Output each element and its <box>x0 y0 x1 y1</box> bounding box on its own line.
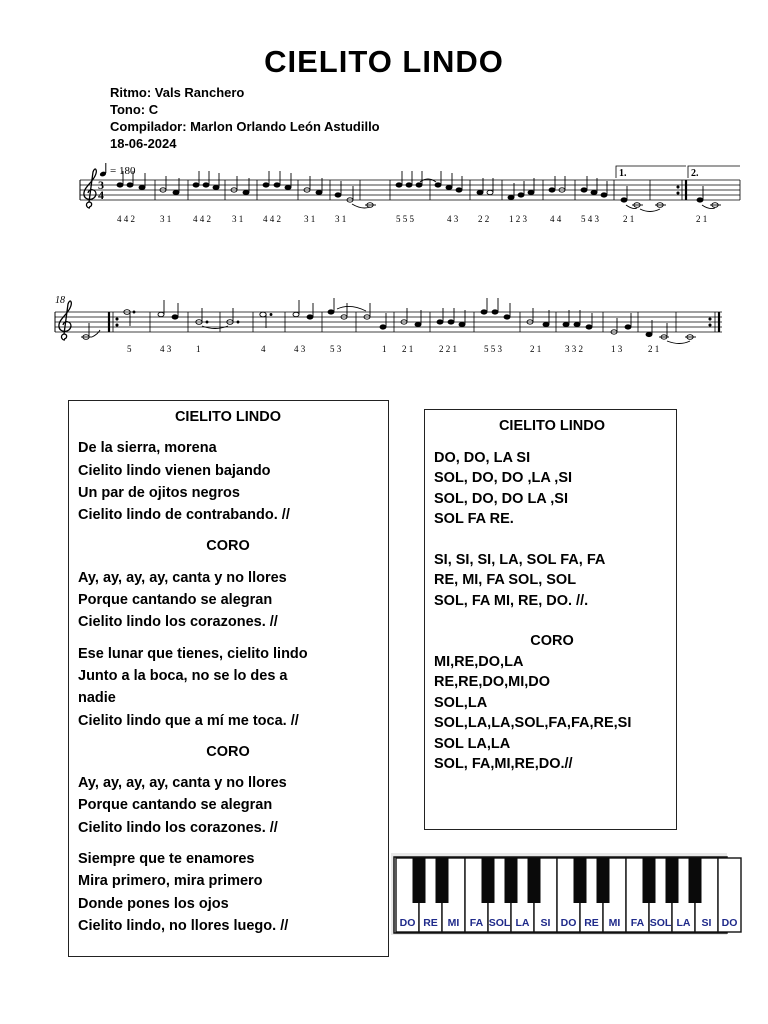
svg-text:3 3 2: 3 3 2 <box>565 344 583 354</box>
key-label: DO <box>399 917 416 929</box>
solfege-coro <box>434 652 670 775</box>
solfege-line: MI,RE,DO,LA <box>434 653 524 670</box>
lyric-line: Junto a la boca, no se lo des a <box>78 667 288 684</box>
svg-text:3 1: 3 1 <box>160 214 172 224</box>
volta-brackets <box>616 166 740 178</box>
piano-keyboard-image <box>391 853 738 935</box>
black-key <box>482 858 495 903</box>
black-key <box>597 858 610 903</box>
black-key <box>574 858 587 903</box>
svg-text:4 4 2: 4 4 2 <box>193 214 211 224</box>
svg-text:2 2 1: 2 2 1 <box>439 344 457 354</box>
lyric-line: De la sierra, morena <box>78 440 217 457</box>
solfege-line: SOL, DO, DO ,LA ,SI <box>434 470 573 486</box>
notes-row-1 <box>117 171 740 212</box>
measure-number: 18 <box>55 295 65 306</box>
svg-text:5: 5 <box>127 344 132 354</box>
volta-2-label: 2. <box>691 168 699 179</box>
key-label: FA <box>469 917 484 929</box>
staff-row-2 <box>0 290 768 365</box>
compiler-line: Compilador: Marlon Orlando León Astudillo <box>110 119 380 134</box>
lyric-line: Un par de ojitos negros <box>78 484 240 501</box>
fingering-row-1 <box>117 214 707 224</box>
svg-text:4 3: 4 3 <box>294 344 306 354</box>
lyric-line: Ay, ay, ay, ay, canta y no llores <box>78 569 287 586</box>
black-key <box>666 858 679 903</box>
svg-text:5 5 5: 5 5 5 <box>396 214 414 224</box>
lyric-line: Cielito lindo los corazones. // <box>78 819 278 836</box>
svg-text:1: 1 <box>196 344 201 354</box>
black-key <box>505 858 518 903</box>
song-metadata <box>110 84 380 152</box>
solfege-line: RE,RE,DO,MI,DO <box>434 674 551 690</box>
chorus-1 <box>78 567 378 634</box>
solfege-line: DO, DO, LA SI <box>434 449 531 466</box>
key-label: SI <box>540 917 551 929</box>
lyric-line: Ese lunar que tienes, cielito lindo <box>78 645 308 662</box>
svg-text:5 3: 5 3 <box>330 344 342 354</box>
svg-text:4 4: 4 4 <box>550 214 562 224</box>
notes-row-2 <box>81 298 719 344</box>
key-line: Tono: C <box>110 102 159 117</box>
svg-text:3 1: 3 1 <box>335 214 347 224</box>
time-signature-top: 3 <box>98 178 104 192</box>
lyric-line: Siempre que te enamores <box>78 851 255 868</box>
staff-lines-2 <box>55 312 722 332</box>
svg-text:5 5 3: 5 5 3 <box>484 344 502 354</box>
rhythm-line: Ritmo: Vals Ranchero <box>110 85 245 100</box>
svg-text:4: 4 <box>261 344 266 354</box>
lyric-line: Cielito lindo vienen bajando <box>78 462 271 479</box>
key-label: LA <box>676 917 691 929</box>
treble-clef-icon <box>59 301 71 340</box>
tempo-text: = 180 <box>110 165 136 177</box>
lyric-line: Cielito lindo que a mí me toca. // <box>78 712 299 729</box>
time-signature-bottom: 4 <box>98 188 104 202</box>
solfege-part-2 <box>434 550 670 612</box>
svg-text:5 4 3: 5 4 3 <box>581 214 599 224</box>
solfege-line: SOL FA RE. <box>434 511 514 527</box>
lyric-line: Cielito lindo de contrabando. // <box>78 507 290 524</box>
svg-text:1: 1 <box>382 344 387 354</box>
key-label: RE <box>584 917 599 929</box>
lyric-line: Cielito lindo los corazones. // <box>78 614 278 631</box>
tempo-marking <box>99 163 136 177</box>
key-labels <box>400 917 738 929</box>
black-key <box>413 858 426 903</box>
svg-text:4 4 2: 4 4 2 <box>117 214 135 224</box>
lyric-line: Ay, ay, ay, ay, canta y no llores <box>78 775 287 792</box>
key-label: FA <box>630 917 645 929</box>
svg-text:2 1: 2 1 <box>648 344 660 354</box>
black-key <box>689 858 702 903</box>
staff-row-1 <box>0 158 768 233</box>
solfege-line: SOL, FA MI, RE, DO. //. <box>434 592 589 609</box>
solfege-line: SOL LA,LA <box>434 735 511 752</box>
coro-label: CORO <box>206 743 250 760</box>
black-key <box>643 858 656 903</box>
lyric-line: Porque cantando se alegran <box>78 797 273 814</box>
solfege-line: RE, MI, FA SOL, SOL <box>434 572 577 588</box>
svg-text:1 3: 1 3 <box>611 344 623 354</box>
svg-text:2 2: 2 2 <box>478 214 490 224</box>
black-key <box>528 858 541 903</box>
lyrics-box <box>68 400 389 957</box>
verse-3 <box>78 848 378 937</box>
coro-label: CORO <box>206 538 250 555</box>
svg-text:4 4 2: 4 4 2 <box>263 214 281 224</box>
date-line: 18-06-2024 <box>110 136 177 151</box>
verse-1 <box>78 437 378 526</box>
svg-text:1 2 3: 1 2 3 <box>509 214 527 224</box>
verse-2 <box>78 643 378 732</box>
svg-text:2 1: 2 1 <box>530 344 542 354</box>
song-title: CIELITO LINDO <box>264 44 504 79</box>
key-label: DO <box>560 917 577 929</box>
solfege-line: SI, SI, SI, LA, SOL FA, FA <box>434 551 606 568</box>
lyric-line: Mira primero, mira primero <box>78 873 263 890</box>
lyric-line: Cielito lindo, no llores luego. // <box>78 917 289 934</box>
treble-clef-icon <box>84 169 96 208</box>
solfege-box <box>424 409 677 830</box>
svg-text:2 1: 2 1 <box>696 214 708 224</box>
key-label: DO <box>721 917 738 929</box>
lyric-line: Porque cantando se alegran <box>78 592 273 609</box>
svg-text:4 3: 4 3 <box>447 214 459 224</box>
key-label: RE <box>423 917 438 929</box>
svg-text:2 1: 2 1 <box>402 344 414 354</box>
solfege-line: SOL, DO, DO LA ,SI <box>434 490 568 507</box>
lyrics-title: CIELITO LINDO <box>174 409 282 425</box>
chorus-2 <box>78 772 378 839</box>
key-label: SOL <box>488 917 511 929</box>
svg-text:3 1: 3 1 <box>232 214 244 224</box>
black-key <box>436 858 449 903</box>
svg-text:4 3: 4 3 <box>160 344 172 354</box>
solfege-part-1 <box>434 448 670 530</box>
svg-text:2 1: 2 1 <box>623 214 635 224</box>
lyric-line: Donde pones los ojos <box>78 895 229 912</box>
key-label: MI <box>608 917 621 929</box>
key-label: MI <box>447 917 460 929</box>
solfege-line: SOL,LA <box>434 694 488 711</box>
solfege-line: SOL, FA,MI,RE,DO.// <box>434 756 573 772</box>
lyric-line: nadie <box>78 690 116 707</box>
key-label: SOL <box>649 917 672 929</box>
key-label: SI <box>701 917 712 929</box>
volta-1-label: 1. <box>619 168 627 179</box>
key-label: LA <box>515 917 530 929</box>
fingering-row-2 <box>127 344 659 354</box>
solfege-title: CIELITO LINDO <box>498 418 606 434</box>
coro-label: CORO <box>530 633 574 649</box>
svg-text:3 1: 3 1 <box>304 214 316 224</box>
solfege-line: SOL,LA,LA,SOL,FA,FA,RE,SI <box>434 715 632 731</box>
